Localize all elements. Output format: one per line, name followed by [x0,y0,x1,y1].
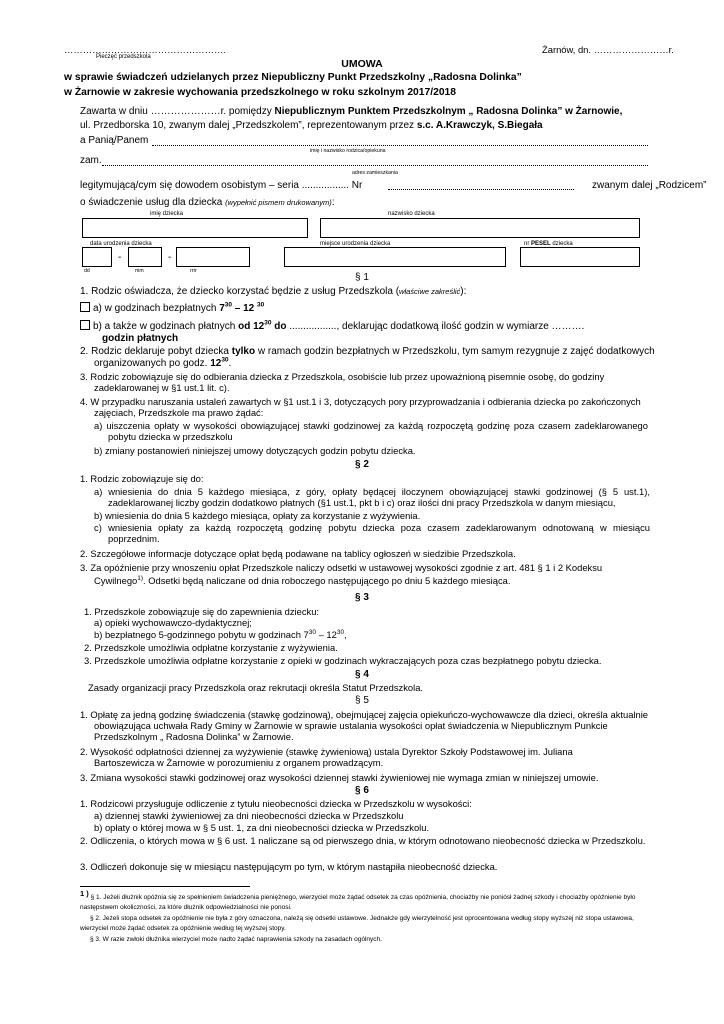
first-name-box[interactable] [82,218,308,238]
s1-p1-end: ): [460,286,467,297]
s1-p2-line2 [94,358,231,370]
pesel-caption-post: dziecka [550,241,573,247]
s3-p2: 2. Przedszkole umożliwia odpłatne korzystanie z wyżywienia. [84,642,338,653]
s1-p4: 4. W przypadku naruszania ustaleń zawartych w §1 ust.1 i 3, dotyczących pory przyprowadzania i odbierania dziecka po zakończonych zajęciach, Przedszkole ma prawo żądać: [80,396,641,418]
title-main: UMOWA [341,58,383,70]
parent-name-field[interactable] [152,145,648,146]
footnote-1-text: § 1. Jeżeli dłużnik opóźnia się ze spełnieniem świadczenia pieniężnego, wierzyciel może żądać odsetek za czas opóźnienia, chociażby nie poniósł żadnej szkody i chociażby opóźnienie było następstwem okoliczności, za które dłużnik odpowiedzialności nie ponosi. [80,894,636,911]
s1-a-text: a) w godzinach bezpłatnych [93,303,220,314]
last-name-box[interactable] [320,218,640,238]
s1-a-to-min: 30 [257,301,265,309]
s1-a-from-min: 30 [224,301,232,309]
birth-month-sub: mm [135,268,144,274]
s2-p1: 1. Rodzic zobowiązuje się do: [80,473,204,484]
s1-p3: 3. Rodzic zobowiązuje się do odbierania dziecka z Przedszkola, osobiście lub przez upoważnioną pisemnie osobę, do godziny zadeklarowanej w §1 ust.1 lit. c). [80,371,605,393]
s2-p1a: a) wniesienia do dnia 5 każdego miesiąca, z góry, opłaty będącej iloczynem obowiązującej stawki godzinowej (§ 5 ust.1), zadeklarowanej liczby godzin dodatkowo płatnych (§1 ust.1, pkt b i c) oraz ilości dni pracy Przedszkola w danym miesiącu, [94,486,650,508]
s5-sign: § 5 [355,695,369,706]
s1-b-paid-hours: godzin płatnych [102,333,179,344]
birth-day-box[interactable] [82,247,112,267]
s1-p2-line1 [80,346,655,358]
intro-line1 [80,106,622,118]
s1-p2-text: 2. Rodzic deklaruje pobyt dziecka [80,346,232,357]
s1-option-a[interactable] [80,302,264,315]
s2-p1c: c) wniesienia opłaty za każdą rozpoczętą godzinę pobytu dziecka poza czasem zadeklarowanym odnotowaną w miesiącu poprzednim. [94,522,650,544]
pesel-caption-bold: PESEL [531,241,551,247]
s5-p3: 3. Zmiana wysokości stawki godzinowej oraz wysokości dziennej stawki żywieniowej nie wymaga zmian w niniejszej umowie. [80,772,599,783]
s1-p2-only: tylko [231,346,256,357]
last-name-caption: nazwisko dziecka [388,211,435,217]
birth-month-box[interactable] [128,247,162,267]
s5-p2: 2. Wysokość odpłatności dziennej za wyżywienie (stawkę żywieniową) ustala Dyrektor Szkoły Podstawowej im. Juliana Bartoszewicza w Żarnowie w porozumieniu z organem prowadzącym. [80,746,573,768]
footnote-separator [80,886,250,887]
s2-sign: § 2 [355,459,369,470]
intro-child-hint: (wypełnić pismem drukowanym) [225,198,332,207]
s5-p1: 1. Opłatę za jedną godzinę świadczenia (stawkę godzinową), obejmującej zajęcia opiekuńczo-wychowawcze dla dzieci, określa aktualnie obowiązująca uchwała Rady Gminy w Żarnowie w sprawie ustalania wysokości opłat świadczenia w Niepublicznym Punkcie Przedszkolnym „ Radosna Dolinka” w Żarnowie. [80,709,649,742]
intro-id-text: legitymującą/cym się dowodem osobistym – seria ................. Nr [80,180,363,191]
s6-p2: 2. Odliczenia, o których mowa w § 6 ust. 1 naliczane są od pierwszego dnia, w którym odnotowano nieobecność dziecka w Przedszkolu. [80,835,646,846]
intro-line2 [80,120,543,132]
s2-p2: 2. Szczegółowe informacje dotyczące opłat będą podawane na tablicy ogłoszeń w siedzibie Przedszkola. [80,548,516,559]
s1-a-from: 7 [219,303,225,314]
parent-address-caption: adres zamieszkania [352,170,398,176]
s1-p1 [80,286,466,298]
s6-p3: 3. Odliczeń dokonuje się w miesiącu następującym po tym, w którym nastąpiła nieobecność dziecka. [80,861,498,872]
pesel-box[interactable] [520,247,640,267]
s3-p1b-to-min: 30 [336,628,345,636]
s1-p2-rest: w ramach godzin bezpłatnych w Przedszkolu, tym samym rezygnuje z zajęć dodatkowych [255,346,655,357]
s1-b-from-min: 30 [264,319,272,327]
date-dash-2: - [168,252,172,263]
date-dash-1: - [118,252,122,263]
stamp-label: Pieczęć przedszkola [96,54,151,60]
birth-place-box[interactable] [284,247,506,267]
stamp-dots: ……………………………………………. [64,44,226,55]
s1-p2-hour: 12 [210,358,222,369]
birth-year-box[interactable] [176,247,250,267]
place-date: Żarnów, dn. ……………………r. [542,44,674,55]
s1-b-to: do [271,321,287,332]
parent-address-field[interactable] [102,165,648,166]
s3-p1: 1. Przedszkole zobowiązuje się do zapewnienia dziecku: [84,606,320,617]
intro-parent-alias: zwanym dalej „Rodzicem” [592,180,707,191]
intro-address-text: ul. Przedborska 10, zwanym dalej „Przedszkolem”, reprezentowanym przez [80,120,417,131]
s3-p3: 3. Przedszkole umożliwia odpłatne korzystanie z opieki w godzinach wykraczających poza czas bezpłatnego pobytu dziecka. [84,655,602,666]
footnote-3: § 3. W razie zwłoki dłużnika wierzyciel może nadto żądać naprawienia szkody na zasadach ogólnych. [90,936,382,943]
s3-p1b [94,629,648,640]
s2-p3 [80,561,648,587]
s4-sign: § 4 [355,669,369,680]
s2-p3-footnote-ref[interactable]: 1) [137,574,144,582]
option-b-checkbox[interactable] [80,320,90,330]
title-line1: w sprawie świadczeń udzielanych przez Niepubliczny Punkt Przedszkolny „Radosna Dolinka” [64,72,522,83]
intro-child-text: o świadczenie usług dla dziecka [80,197,226,208]
footnote-1 [80,888,648,912]
title-line2: w Żarnowie w zakresie wychowania przedszkolnego w roku szkolnym 2017/2018 [64,87,457,98]
s1-b-text: b) a także w godzinach płatnych [93,321,239,332]
pesel-caption-pre: nr [524,241,532,247]
s1-p4b: b) zmiany postanowień niniejszej umowy dotyczących godzin pobytu dziecka. [94,445,416,456]
footnote-2: § 2. Jeżeli stopa odsetek za opóźnienie nie była z góry oznaczona, należą się odsetki ustawowe. Jednakże gdy wierzytelność jest oprocentowana według stopy wyższej niż stopa ustawowa, wierzyciel może żądać odsetek za opóźnienie według tej wyższej stopy. [80,915,634,932]
s2-p1b: b) wniesienia do dnia 5 każdego miesiąca, opłaty za korzystanie z wyżywienia. [94,510,421,521]
birth-year-sub: rrrr [190,268,197,274]
s4-p1: Zasady organizacji pracy Przedszkola oraz rekrutacji określa Statut Przedszkola. [88,682,424,693]
s2-p3-text: 3. Za opóźnienie przy wnoszeniu opłat Przedszkole naliczy odsetki w ustawowej wysokości zgodnie z art. 481 § 1 i 2 Kodeksu Cywilnego [80,562,603,586]
intro-institution: Niepublicznym Punktem Przedszkolnym „ Radosna Dolinka” w Żarnowie, [274,106,623,117]
birth-place-caption: miejsce urodzenia dziecka [320,241,391,247]
first-name-caption: imię dziecka [150,211,184,217]
s6-sign: § 6 [355,785,369,796]
s1-p2-after: organizowanych po godz. [94,358,211,369]
intro-child-line [80,197,335,209]
id-number-field[interactable] [388,189,574,190]
intro-representatives: s.c. A.Krawczyk, S.Biegała [416,120,543,131]
parent-name-caption: imię i nazwisko rodzica/opiekuna [310,148,386,154]
s3-sign: § 3 [355,592,369,603]
intro-address-label: zam. [80,155,102,166]
birth-date-caption: data urodzenia dziecka [90,241,152,247]
s6-p1a: a) dziennej stawki żywieniowej za dni nieobecności dziecka w Przedszkolu [94,810,404,821]
footnote-mark: 1 ) [80,888,89,898]
s6-p1b: b) opłaty o której mowa w § 5 ust. 1, za dni nieobecności dziecka w Przedszkolu. [94,822,430,833]
intro-date-text: Zawarta w dniu …………………r. pomiędzy [80,106,275,117]
s1-a-to: – 12 [231,303,258,314]
birth-day-sub: dd [84,268,90,274]
s1-p4a: a) uiszczenia opłaty w wysokości obowiązującej stawki godzinowej za każdą rozpoczętą godzinę poza czasem zadeklarowanego pobytu dziecka w przedszkolu [94,420,648,442]
s1-p1-hint: właściwe zakreślić [399,287,461,296]
s2-p3-rest: . Odsetki będą naliczane od dnia roboczego następującego po dniu 5 każdego miesiąca. [143,575,511,586]
s1-p2-dot: . [228,358,232,369]
s1-b-rest: ................., deklarując dodatkową ilość godzin w wymiarze ………. [286,321,585,332]
s3-p1b-from-min: 30 [308,628,316,636]
intro-parent-label: a Panią/Panem [80,135,149,146]
s1-option-b[interactable] [80,320,584,333]
option-a-checkbox[interactable] [80,302,90,312]
s1-p1-text: 1. Rodzic oświadcza, że dziecko korzystać będzie z usług Przedszkola ( [80,286,400,297]
s1-sign: § 1 [355,272,369,283]
s3-p1b-to: – 12 [315,629,337,640]
s6-p1: 1. Rodzicowi przysługuje odliczenie z tytułu nieobecności dziecka w Przedszkolu w wysokości: [80,798,472,809]
intro-child-colon: : [331,197,335,208]
s1-b-from: od 12 [238,321,265,332]
s1-p2-min: 30 [221,356,229,364]
s3-p1b-end: , [344,629,347,640]
s3-p1b-text: b) bezpłatnego 5-godzinnego pobytu w godzinach 7 [94,629,309,640]
s3-p1a: a) opieki wychowawczo-dydaktycznej; [94,617,252,628]
